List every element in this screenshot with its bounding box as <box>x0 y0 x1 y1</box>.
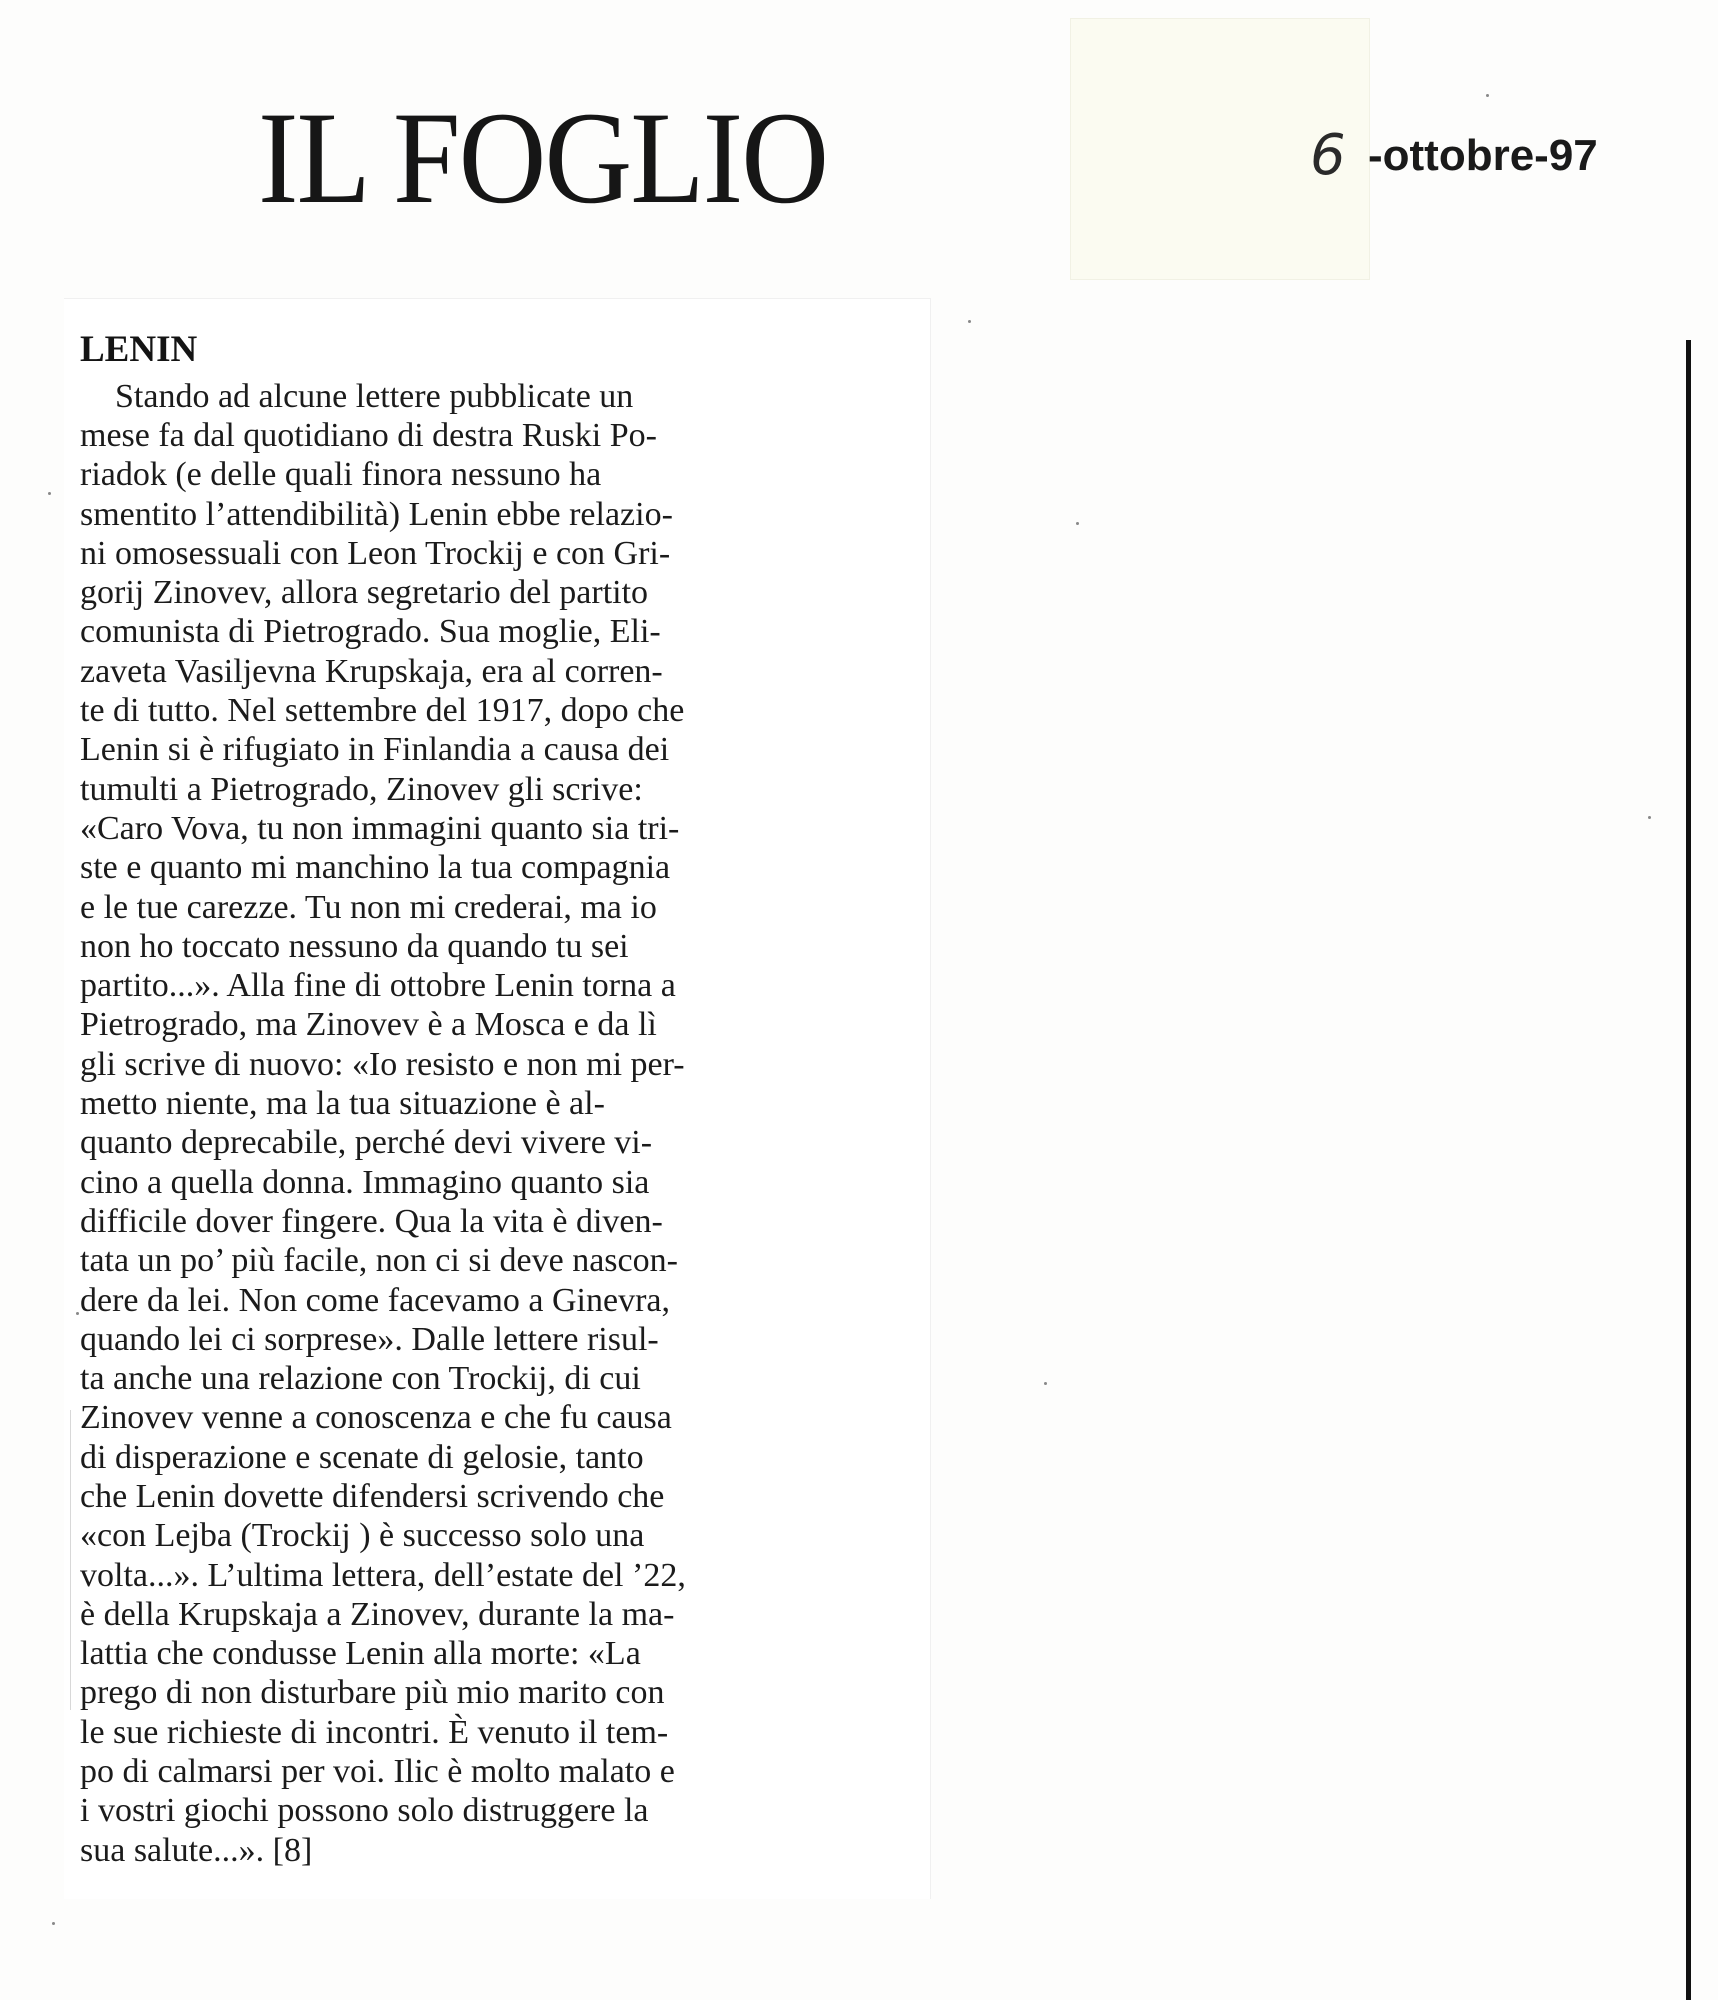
article-line: sua salute...». [8] <box>80 1831 313 1869</box>
article-line: po di calmarsi per voi. Ilic è molto malato e <box>80 1753 675 1791</box>
article-line: è della Krupskaja a Zinovev, durante la ma- <box>80 1595 675 1633</box>
article-line: zaveta Vasiljevna Krupskaja, era al corren- <box>80 652 663 690</box>
article-line: gli scrive di nuovo: «Io resisto e non mi per- <box>80 1045 685 1083</box>
scan-speck <box>76 1312 79 1315</box>
scan-speck <box>1044 1382 1047 1385</box>
article-line: volta...». L’ultima lettera, dell’estate del ’22, <box>80 1556 686 1594</box>
article-body <box>80 377 780 1870</box>
article-line: lattia che condusse Lenin alla morte: «La <box>80 1635 641 1673</box>
article-line: smentito l’attendibilità) Lenin ebbe relazio- <box>80 495 673 533</box>
article-line: quanto deprecabile, perché devi vivere vi- <box>80 1124 653 1162</box>
article-line: tumulti a Pietrogrado, Zinovev gli scrive: <box>80 770 643 808</box>
article-line: tata un po’ più facile, non ci si deve nascon- <box>80 1242 678 1280</box>
article-line: quando lei ci sorprese». Dalle lettere risul- <box>80 1320 659 1358</box>
article-line: Pietrogrado, ma Zinovev è a Mosca e da lì <box>80 1006 657 1044</box>
article-line: i vostri giochi possono solo distruggere la <box>80 1792 649 1830</box>
scan-speck <box>1486 94 1489 97</box>
margin-rule <box>1686 340 1691 2000</box>
scan-speck <box>1076 522 1079 525</box>
article <box>80 330 780 1870</box>
article-headline: LENIN <box>80 329 198 370</box>
article-line: ta anche una relazione con Trockij, di cui <box>80 1360 641 1398</box>
article-line: non ho toccato nessuno da quando tu sei <box>80 927 629 965</box>
article-line: comunista di Pietrogrado. Sua moglie, Eli- <box>80 613 661 651</box>
scan-speck <box>52 1922 55 1925</box>
article-line: di disperazione e scenate di gelosie, tanto <box>80 1438 644 1476</box>
article-line: difficile dover fingere. Qua la vita è diven- <box>80 1202 663 1240</box>
date-month-year: -ottobre-97 <box>1368 131 1598 180</box>
article-line: che Lenin dovette difendersi scrivendo che <box>80 1478 665 1515</box>
article-line: «Caro Vova, tu non immagini quanto sia tri- <box>80 809 680 847</box>
article-line: gorij Zinovev, allora segretario del partito <box>80 574 649 612</box>
clipping-edge-line <box>70 1410 71 1710</box>
article-line: metto niente, ma la tua situazione è al- <box>80 1085 605 1123</box>
article-line: Zinovev venne a conoscenza e che fu causa <box>80 1399 672 1437</box>
scan-speck <box>968 320 971 323</box>
article-line: e le tue carezze. Tu non mi crederai, ma io <box>80 888 657 926</box>
newspaper-masthead: IL FOGLIO <box>258 84 828 231</box>
article-line: «con Lejba (Trockij ) è successo solo una <box>80 1517 645 1555</box>
article-line: mese fa dal quotidiano di destra Ruski Po- <box>80 416 657 454</box>
date-day-handwritten: 6 <box>1310 123 1346 188</box>
article-line: Stando ad alcune lettere pubblicate un <box>115 377 634 415</box>
article-line: partito...». Alla fine di ottobre Lenin torna a <box>80 967 676 1005</box>
article-line: te di tutto. Nel settembre del 1917, dopo che <box>80 692 685 730</box>
article-line: Lenin si è rifugiato in Finlandia a causa dei <box>80 731 670 769</box>
article-line: ni omosessuali con Leon Trockij e con Gri- <box>80 534 671 572</box>
article-line: prego di non disturbare più mio marito con <box>80 1674 665 1712</box>
article-line: le sue richieste di incontri. È venuto il tem- <box>80 1713 669 1751</box>
article-line: dere da lei. Non come facevamo a Ginevra, <box>80 1281 670 1319</box>
scan-speck <box>48 492 51 495</box>
article-line: riadok (e delle quali finora nessuno ha <box>80 456 602 494</box>
article-line: cino a quella donna. Immagino quanto sia <box>80 1163 650 1201</box>
scan-speck <box>1648 816 1651 819</box>
article-line: ste e quanto mi manchino la tua compagnia <box>80 849 671 887</box>
